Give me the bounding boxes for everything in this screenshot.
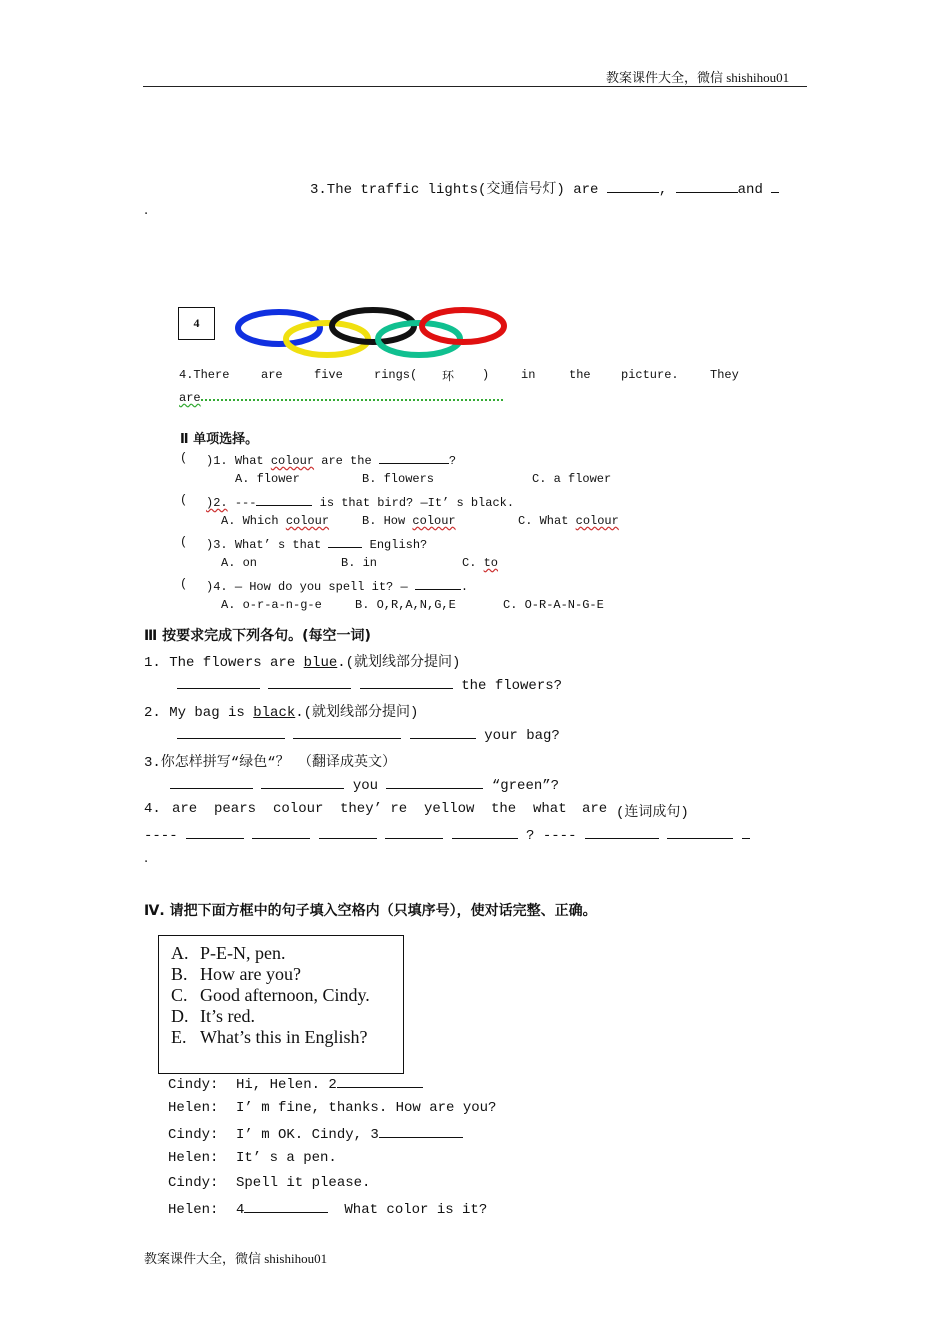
- word: to: [483, 556, 499, 570]
- word: — How do you spell it? —: [234, 580, 408, 594]
- option-d-row: [171, 1006, 255, 1027]
- answer-blank: [410, 726, 476, 739]
- word: are the: [321, 454, 372, 468]
- word: colour: [273, 801, 324, 817]
- option-letter: D.: [171, 1006, 189, 1026]
- q-num: )1.: [206, 454, 228, 468]
- word: rings(: [374, 368, 418, 382]
- word: are: [172, 801, 198, 817]
- word: C.: [462, 556, 477, 570]
- answer-blank: [268, 676, 351, 689]
- speaker: Cindy:: [168, 1175, 219, 1191]
- answer-blank: [177, 676, 260, 689]
- text: .(就划线部分提问): [337, 655, 461, 671]
- dialogue-line: [168, 1075, 423, 1093]
- page-footer: 教案课件大全，微信 shishihou01: [144, 1251, 328, 1266]
- answer-blank: [415, 577, 461, 590]
- option-a: A. flower: [235, 472, 300, 486]
- word: colour: [575, 514, 619, 528]
- option-text: It’s red.: [200, 1006, 255, 1026]
- text: “green”?: [491, 778, 560, 794]
- word: pears: [214, 801, 257, 817]
- answer-blank: [293, 726, 401, 739]
- option-c: C. a flower: [532, 472, 612, 486]
- word: yellow: [424, 801, 475, 817]
- option-b-row: [171, 964, 301, 985]
- speaker: Cindy:: [168, 1077, 219, 1093]
- word: English?: [369, 538, 428, 552]
- q-mark: ?: [448, 454, 457, 468]
- header-rule: [143, 86, 807, 87]
- word: what: [533, 801, 567, 817]
- rewrite-2: [144, 701, 418, 721]
- option-text: Good afternoon, Cindy.: [200, 985, 370, 1005]
- answer-blank: [360, 676, 453, 689]
- answer-blank: [244, 1200, 328, 1213]
- speaker: Helen:: [168, 1100, 219, 1116]
- word: What’ s that: [234, 538, 322, 552]
- option-b: [362, 514, 456, 528]
- line-text: I’ m fine, thanks. How are you?: [236, 1100, 497, 1116]
- answer-blank: [328, 535, 362, 548]
- answer-blank: [452, 826, 518, 839]
- word: the: [569, 368, 591, 382]
- answer-blank: [742, 826, 750, 839]
- word: A. Which: [221, 514, 279, 528]
- rewrite-3: 3.你怎样拼写“绿色“？ （翻译成英文）: [144, 755, 397, 771]
- rewrite-4-answer: [144, 826, 750, 844]
- line-text: Spell it please.: [236, 1175, 371, 1191]
- word: five: [314, 368, 343, 382]
- rewrite-2-answer: [177, 726, 560, 744]
- word: colour: [270, 454, 315, 468]
- line-text: It’ s a pen.: [236, 1150, 337, 1166]
- dot: .: [460, 580, 469, 594]
- answer-blank: [337, 1075, 423, 1088]
- word: are: [582, 801, 608, 817]
- option-c: [462, 556, 498, 570]
- q3-stem: [206, 535, 427, 552]
- answer-blank: [379, 1125, 463, 1138]
- option-a: A. o-r-a-n-g-e: [221, 598, 322, 612]
- option-b: B. flowers: [362, 472, 435, 486]
- paren: (: [180, 493, 188, 507]
- option-a: A. on: [221, 556, 258, 570]
- word: They: [710, 368, 739, 382]
- q1-stem: [206, 451, 456, 468]
- word: in: [521, 368, 536, 382]
- option-letter: A.: [171, 943, 189, 963]
- q2-rest: is that bird? —It’ s black.: [319, 496, 515, 510]
- answer-blanks: [201, 389, 503, 401]
- underlined-word: black: [253, 705, 296, 721]
- option-letter: C.: [171, 985, 188, 1005]
- option-c: C. O-R-A-N-G-E: [503, 598, 604, 612]
- answer-blank: [385, 826, 443, 839]
- option-c: [518, 514, 619, 528]
- line-text: What color is it?: [344, 1202, 488, 1218]
- text: the flowers?: [461, 678, 563, 694]
- rewrite-3-answer: [170, 776, 559, 794]
- page-header: 教案课件大全，微信 shishihou01: [606, 70, 790, 85]
- speaker: Helen:: [168, 1150, 219, 1166]
- option-e-row: [171, 1027, 367, 1048]
- line-text: I’ m OK. Cindy, 3: [236, 1127, 379, 1143]
- word: C. What: [518, 514, 569, 528]
- and-word: and: [737, 182, 763, 198]
- option-text: What’s this in English?: [200, 1027, 368, 1047]
- dashes: ----: [144, 828, 178, 844]
- text: 2. My bag is: [144, 705, 245, 721]
- option-b: B. O,R,A,N,G,E: [355, 598, 456, 612]
- option-letter: E.: [171, 1027, 187, 1047]
- answer-blank: [186, 826, 244, 839]
- answer-blank: [177, 726, 285, 739]
- option-a-row: [171, 943, 285, 964]
- word: are: [179, 391, 201, 405]
- traffic-lights-dot: .: [144, 203, 149, 218]
- text: your bag?: [484, 728, 560, 744]
- q-num: )2.: [206, 496, 228, 510]
- underlined-word: blue: [303, 655, 338, 671]
- option-text: How are you?: [200, 964, 301, 984]
- line-text: Hi, Helen. 2: [236, 1077, 337, 1093]
- word: ): [482, 368, 490, 382]
- answer-blank: [256, 493, 312, 506]
- answer-blank: [319, 826, 377, 839]
- word: 4.There: [179, 368, 230, 382]
- word: 环: [442, 370, 455, 384]
- option-a: [221, 514, 329, 528]
- rewrite-1: [144, 651, 460, 671]
- olympic-rings-image: [235, 304, 510, 364]
- answer-blank: [252, 826, 310, 839]
- word: picture.: [621, 368, 679, 382]
- options-box: [158, 935, 404, 1074]
- rewrite-4-dot: .: [144, 851, 149, 866]
- word: colour: [412, 514, 456, 528]
- dashes: ---: [234, 496, 257, 510]
- option-letter: B.: [171, 964, 188, 984]
- q-num: )3.: [206, 538, 228, 552]
- answer-blank: [379, 451, 449, 464]
- option-text: P-E-N, pen.: [200, 943, 286, 963]
- answer-blank: [386, 776, 483, 789]
- section4-title: Ⅳ. 请把下面方框中的句子填入空格内（只填序号），使对话完整、正确。: [144, 903, 597, 919]
- question-number-box: 4: [178, 307, 215, 340]
- dialogue-line: [168, 1100, 496, 1116]
- word: What: [234, 454, 264, 468]
- q-mark: ?: [526, 828, 535, 844]
- dialogue-line: [168, 1125, 463, 1143]
- word: the: [491, 801, 517, 817]
- text: you: [352, 778, 379, 794]
- word: B. How: [362, 514, 406, 528]
- rewrite-1-answer: [177, 676, 562, 694]
- section2-title: Ⅱ 单项选择。: [180, 432, 259, 447]
- paren: (: [180, 577, 188, 591]
- option-b: B. in: [341, 556, 378, 570]
- word: are: [261, 368, 283, 382]
- line-text: 4: [236, 1202, 245, 1218]
- q4-stem: [206, 577, 468, 594]
- option-c-row: [171, 985, 370, 1006]
- rings-sentence-line2: [179, 389, 503, 405]
- word: (连词成句): [616, 805, 689, 821]
- dialogue-line: [168, 1200, 487, 1218]
- word: they’ re: [340, 801, 408, 817]
- dashes: ----: [542, 828, 577, 844]
- q2-stem: [206, 493, 514, 510]
- traffic-lights-text: 3.The traffic lights(交通信号灯) are: [310, 182, 599, 198]
- answer-blank: [261, 776, 344, 789]
- answer-blank: [667, 826, 733, 839]
- traffic-lights-question: [310, 178, 779, 198]
- comma: ,: [658, 182, 668, 198]
- answer-blank: [170, 776, 253, 789]
- speaker: Helen:: [168, 1202, 219, 1218]
- answer-blank: [607, 180, 659, 193]
- text: .(就划线部分提问): [295, 705, 419, 721]
- section3-title: Ⅲ 按要求完成下列各句。(每空一词): [144, 628, 371, 644]
- paren: (: [180, 535, 188, 549]
- speaker: Cindy:: [168, 1127, 219, 1143]
- word: colour: [285, 514, 330, 528]
- text: 1. The flowers are: [144, 655, 296, 671]
- dialogue-line: [168, 1175, 370, 1191]
- answer-blank: [676, 180, 738, 193]
- dialogue-line: [168, 1150, 337, 1166]
- word: 4.: [144, 801, 161, 817]
- answer-blank: [771, 180, 779, 193]
- q-num: )4.: [206, 580, 228, 594]
- blue-ring: [238, 312, 320, 344]
- paren: (: [180, 451, 188, 465]
- answer-blank: [585, 826, 659, 839]
